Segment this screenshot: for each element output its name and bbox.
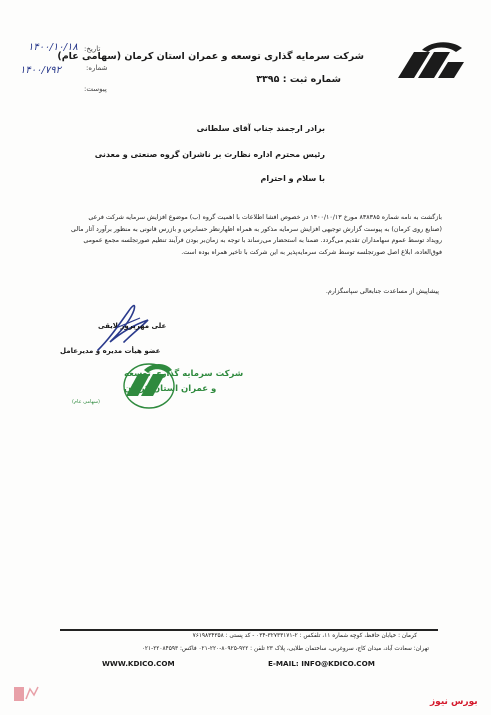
stamp-line-3: (سهامی عام): [72, 399, 100, 405]
signatory-name: علی مهرپرور لایقی: [98, 322, 167, 330]
footer-divider: [60, 629, 438, 631]
letter-body: [50, 212, 442, 258]
addressee-title: رئیس محترم اداره نظارت بر ناشران گروه صنعتی و معدنی: [94, 150, 325, 159]
body-line: بازگشت به نامه شماره ۸۳۸۳۸۵ مورخ ۱۴۰۰/۱۰/۱۳ در خصوص افشا اطلاعات با اهمیت گروه (ب) موضوع افزایش سرمایه شرکت فرعی: [88, 214, 442, 221]
footer-address-kerman: کرمان : خیابان حافظ، کوچه شماره ۱۱، تلفکس : ۲-۳۲۷۳۳۱۷۱-۰۳۴ - کد پستی : ۷۶۱۹۸۳۴۳۵۸: [192, 633, 417, 639]
date-value: ۱۴۰۰/۱۰/۱۸: [28, 42, 78, 53]
footer-email: E-MAIL: INFO@KDICO.COM: [268, 659, 375, 668]
stamp-line-1: شرکت سرمایه گذاری توسعه: [124, 369, 244, 379]
body-line: فوق‌العاده، ابلاغ اصل صورتجلسه توسط شرکت سرمایه‌پذیر به این شرکت با تاخیر همراه بوده است.: [181, 248, 442, 256]
registration-number: شماره ثبت : ۳۳۹۵: [256, 74, 341, 85]
body-line: رویداد توسط عموم سهامداران تقدیم می‌گردد. ضمنا به استحضار می‌رساند با توجه به زمان‌بر بودن فرآیند تنظیم صورتجلسه مجمع عمومی: [83, 237, 442, 245]
greeting: با سلام و احترام: [260, 174, 325, 183]
company-stamp: [46, 360, 244, 412]
company-logo: [392, 38, 468, 86]
closing-line: پیشاپیش از مساعدت جنابعالی سپاسگزارم.: [325, 288, 439, 295]
body-line: (صنایع روی کرمان) به پیوست گزارش توجیهی افزایش سرمایه مذکور به همراه اظهارنظر حسابرس و بازرس قانونی به منظور برآورد آثار مالی: [71, 225, 442, 233]
attachment-label: پیوست:: [84, 85, 107, 93]
brand-watermark-icon: [12, 683, 40, 705]
stamp-line-2: و عمران استان کرمان: [124, 384, 217, 394]
date-label: تاریخ:: [84, 45, 101, 53]
company-name: شرکت سرمایه گذاری توسعه و عمران استان کرمان (سهامی عام): [57, 51, 364, 62]
number-value: ۱۴۰۰/۷۹۲: [20, 65, 61, 76]
footer-website: WWW.KDICO.COM: [102, 659, 175, 668]
signatory-title: عضو هیأت مدیره و مدیرعامل: [60, 347, 161, 355]
footer-address-tehran: تهران: سعادت آباد، میدان کاج، سروغربی، ساختمان طلایی، پلاک ۲۳ تلفن : ۹۲۲-۸۰۹۲۵-۲۲۰-۰۲۱ فاکس: ۲۲۰۸۴۵۹۳-۰۲۱: [141, 646, 429, 652]
number-label: شماره:: [86, 64, 108, 72]
addressee-name: برادر ارجمند جناب آقای سلطانی: [196, 124, 325, 133]
brand-watermark: بورس نیوز: [430, 697, 478, 707]
